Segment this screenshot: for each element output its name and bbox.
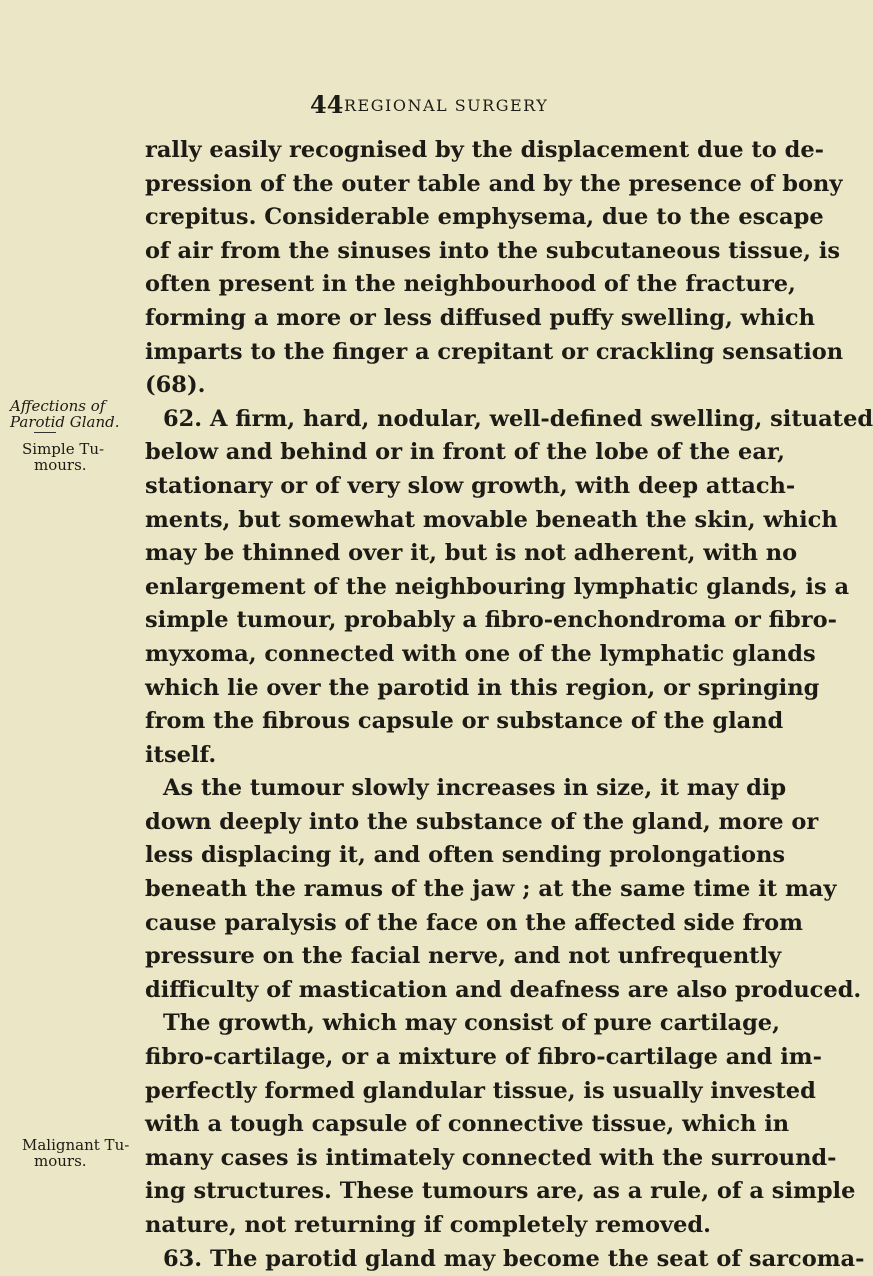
margin-rule [34,432,56,433]
text-line: nature, not returning if completely removed. [145,1212,711,1238]
text-line: rally easily recognised by the displacement due to de- [145,137,824,163]
running-head: REGIONAL SURGERY [344,96,549,115]
text-line: The growth, which may consist of pure cartilage, [163,1010,780,1037]
text-line: pression of the outer table and by the presence of bony [145,170,843,197]
text-line: 62. A firm, hard, nodular, well-defined swelling, situated [163,405,873,432]
text-line: crepitus. Considerable emphysema, due to the escape [145,204,824,231]
text-line: below and behind or in front of the lobe of the ear, [145,439,785,466]
text-line: beneath the ramus of the jaw ; at the same time it may [145,876,837,903]
text-line: may be thinned over it, but is not adherent, with no [145,540,798,567]
text-line: with a tough capsule of connective tissue, which in [145,1111,790,1138]
text-line: often present in the neighbourhood of the fracture, [145,271,796,298]
text-line: many cases is intimately connected with the surround- [145,1144,837,1171]
text-line: cause paralysis of the face on the affected side from [145,909,803,936]
margin-note-affections: Affections of [10,397,106,415]
text-line: As the tumour slowly increases in size, it may dip [163,775,787,802]
page-header [310,90,780,118]
margin-note-malignant-1: Malignant Tu- [22,1136,130,1154]
margin-note-simple-2: mours. [34,456,87,474]
text-line: of air from the sinuses into the subcutaneous tissue, is [145,237,841,264]
text-line: (68). [145,372,206,399]
margin-note-malignant-2: mours. [34,1152,87,1170]
text-line: myxoma, connected with one of the lymphatic glands [145,640,816,667]
margin-note-simple-1: Simple Tu- [22,440,105,458]
text-line: itself. [145,741,217,768]
text-line: stationary or of very slow growth, with deep attach- [145,472,796,499]
text-line: which lie over the parotid in this region, or springing [145,674,820,701]
page-number: 44 [310,90,344,119]
text-line: simple tumour, probably a fibro-enchondroma or fibro- [145,607,837,634]
text-line: difficulty of mastication and deafness are also produced. [145,976,862,1003]
text-line: fibro-cartilage, or a mixture of fibro-cartilage and im- [145,1044,822,1071]
text-line: pressure on the facial nerve, and not unfrequently [145,943,782,970]
text-line: ing structures. These tumours are, as a rule, of a simple [145,1178,856,1205]
text-line: down deeply into the substance of the gland, more or [145,808,819,835]
text-line: 63. The parotid gland may become the seat of sarcoma- [163,1245,865,1272]
body-text [145,134,873,1276]
text-line: forming a more or less diffused puffy swelling, which [145,304,815,331]
text-line: from the fibrous capsule or substance of the gland [145,708,784,735]
margin-note-parotid: Parotid Gland. [10,413,120,431]
text-line: ments, but somewhat movable beneath the skin, which [145,506,838,533]
text-line: perfectly formed glandular tissue, is usually invested [145,1077,816,1104]
text-line: less displacing it, and often sending prolongations [145,842,786,869]
text-line: enlargement of the neighbouring lymphatic glands, is a [145,573,850,600]
text-line: imparts to the finger a crepitant or crackling sensation [145,338,844,365]
